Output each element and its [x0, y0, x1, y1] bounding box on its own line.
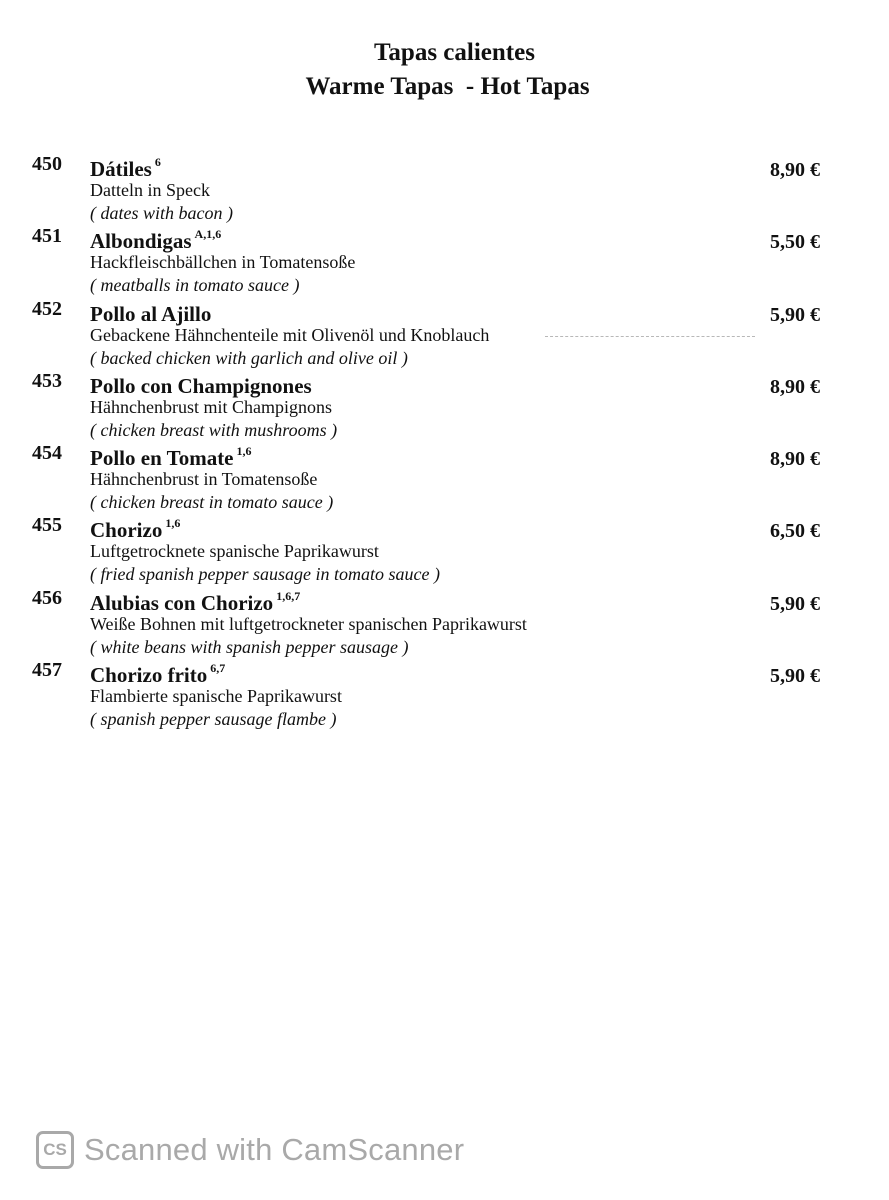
- item-name-text: Albondigas: [90, 229, 192, 254]
- item-name-text: Chorizo: [90, 518, 163, 543]
- item-description-german: Hackfleischbällchen in Tomatensoße: [90, 252, 356, 273]
- menu-item: [0, 439, 889, 511]
- item-name-text: Pollo al Ajillo: [90, 301, 212, 326]
- item-number: 455: [32, 514, 62, 537]
- item-name-text: Dátiles: [90, 157, 152, 181]
- item-name-text: Chorizo frito: [90, 663, 208, 688]
- menu-item: [0, 656, 889, 728]
- item-price: 5,90 €: [770, 303, 820, 326]
- menu-item: [0, 511, 889, 583]
- item-description-german: Hähnchenbrust mit Champignons: [90, 396, 332, 417]
- item-description-english: ( spanish pepper sausage flambe ): [90, 709, 337, 730]
- item-price: 6,50 €: [770, 520, 820, 543]
- item-description-german: Hähnchenbrust in Tomatensoße: [90, 469, 318, 490]
- item-price: 5,90 €: [770, 665, 820, 688]
- camscanner-logo-icon: CS: [36, 1131, 74, 1169]
- item-number: 452: [32, 297, 62, 320]
- item-description-german: Weiße Bohnen mit luftgetrockneter spanischen Paprikawurst: [90, 613, 527, 634]
- item-number: 450: [32, 153, 62, 175]
- allergen-codes: 1,6,7: [276, 588, 301, 603]
- menu-item: [0, 295, 889, 367]
- allergen-codes: 1,6: [165, 516, 181, 531]
- section-title: Tapas calientes: [374, 39, 535, 66]
- item-description-english: ( dates with bacon ): [90, 203, 233, 223]
- item-number: 456: [32, 586, 62, 609]
- item-price: 8,90 €: [770, 448, 820, 471]
- item-description-english: ( fried spanish pepper sausage in tomato sauce ): [90, 564, 440, 585]
- item-number: 457: [32, 659, 62, 682]
- item-description-german: Datteln in Speck: [90, 180, 210, 200]
- item-name-text: Pollo en Tomate: [90, 446, 234, 471]
- item-description-english: ( chicken breast with mushrooms ): [90, 419, 338, 440]
- menu-list: [0, 150, 889, 728]
- item-price: 5,50 €: [770, 231, 820, 254]
- allergen-codes: 1,6: [236, 444, 252, 459]
- item-description-english: ( white beans with spanish pepper sausage ): [90, 636, 409, 657]
- item-number: 451: [32, 225, 62, 248]
- section-subtitle: Warme Tapas - Hot Tapas: [305, 73, 590, 100]
- item-description-german: Gebackene Hähnchenteile mit Olivenöl und Knoblauch: [90, 324, 490, 345]
- scan-artifact-line: [545, 336, 755, 337]
- item-number: 454: [32, 442, 62, 465]
- item-price: 8,90 €: [770, 159, 820, 181]
- menu-header: [0, 36, 889, 104]
- item-description-german: Flambierte spanische Paprikawurst: [90, 686, 342, 707]
- item-description-english: ( meatballs in tomato sauce ): [90, 275, 300, 296]
- item-name-text: Alubias con Chorizo: [90, 590, 274, 615]
- item-description-english: ( chicken breast in tomato sauce ): [90, 492, 334, 513]
- allergen-codes: 6: [154, 155, 161, 169]
- menu-item: [0, 367, 889, 439]
- allergen-codes: A,1,6: [194, 227, 222, 242]
- item-description-english: ( backed chicken with garlich and olive oil ): [90, 347, 408, 368]
- item-price: 8,90 €: [770, 375, 820, 398]
- menu-item: [0, 150, 889, 222]
- item-description-german: Luftgetrocknete spanische Paprikawurst: [90, 541, 379, 562]
- menu-item: [0, 222, 889, 294]
- item-number: 453: [32, 369, 62, 392]
- watermark-text: Scanned with CamScanner: [84, 1132, 465, 1167]
- item-price: 5,90 €: [770, 592, 820, 615]
- menu-item: [0, 584, 889, 656]
- allergen-codes: 6,7: [210, 661, 226, 676]
- item-name-text: Pollo con Champignones: [90, 373, 312, 398]
- camscanner-watermark: [36, 1128, 464, 1172]
